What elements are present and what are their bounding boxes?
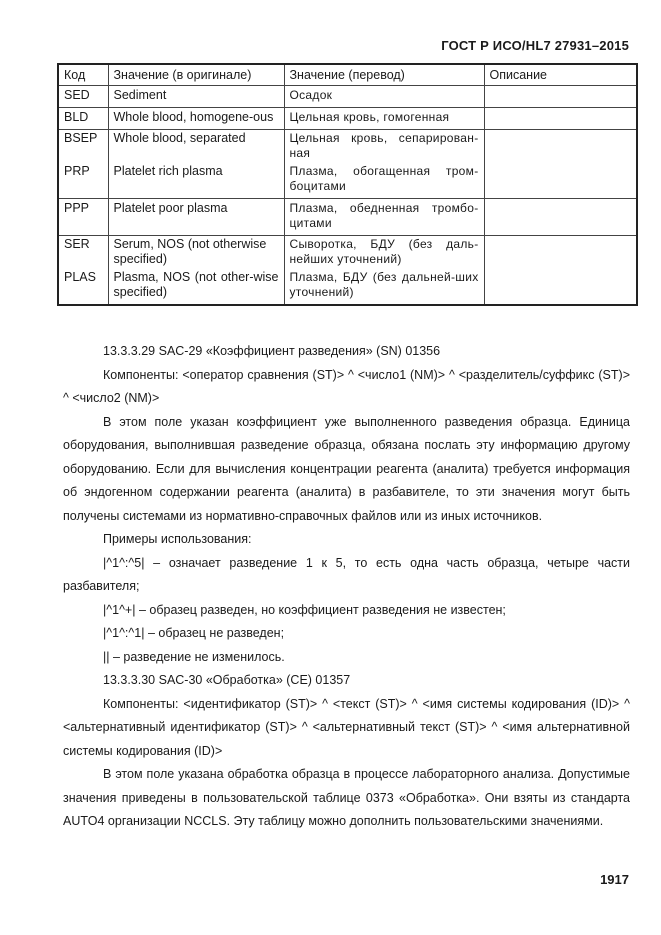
cell-description (484, 162, 637, 199)
section-heading-sac30: 13.3.3.30 SAC-30 «Обработка» (CE) 01357 (103, 673, 351, 687)
cell-original: Whole blood, homogene-ous (108, 108, 284, 130)
cell-description (484, 130, 637, 163)
example-item: || – разведение не изменилось. (103, 649, 285, 664)
body-text (63, 340, 630, 834)
cell-code: BLD (58, 108, 108, 130)
cell-original: Serum, NOS (not otherwise specified) (108, 236, 284, 269)
cell-code: BSEP (58, 130, 108, 163)
section-heading-sac29: 13.3.3.29 SAC-29 «Коэффициент разведения» (SN) 01356 (103, 344, 441, 358)
column-header-original: Значение (в оригинале) (108, 64, 284, 86)
column-header-code: Код (58, 64, 108, 86)
cell-description (484, 268, 637, 305)
example-item: |^1^+| – образец разведен, но коэффициент разведения не известен; (103, 602, 506, 617)
cell-code: PPP (58, 199, 108, 236)
cell-original: Sediment (108, 86, 284, 108)
table-row (58, 268, 637, 305)
cell-description (484, 86, 637, 108)
example-item: |^1^:^1| – образец не разведен; (103, 626, 285, 640)
cell-description (484, 199, 637, 236)
table-row (58, 130, 637, 163)
cell-translation: Осадок (284, 86, 484, 108)
components-paragraph-sac30: Компоненты: <идентификатор (ST)> ^ <текст (ST)> ^ <имя системы кодирования (ID)> ^ <альтернативный идентификатор (ST)> ^ <альтернативный текст (ST)> ^ <имя альтернативной системы кодирования (ID)> (63, 696, 630, 758)
cell-translation: Плазма, обедненная тромбо-цитами (284, 199, 484, 236)
components-paragraph-sac29: Компоненты: <оператор сравнения (ST)> ^ <число1 (NM)> ^ <разделитель/суффикс (ST)> ^ <число2 (NM)> (63, 367, 630, 405)
cell-code: PLAS (58, 268, 108, 305)
cell-translation: Плазма, обогащенная тром-боцитами (284, 162, 484, 199)
cell-original: Plasma, NOS (not other-wise specified) (108, 268, 284, 305)
cell-translation: Плазма, БДУ (без дальней-ших уточнений) (284, 268, 484, 305)
cell-code: PRP (58, 162, 108, 199)
cell-description (484, 236, 637, 269)
cell-original: Whole blood, separated (108, 130, 284, 163)
document-code-header: ГОСТ Р ИСО/HL7 27931–2015 (441, 38, 629, 53)
cell-code: SED (58, 86, 108, 108)
table-row (58, 162, 637, 199)
cell-translation: Сыворотка, БДУ (без даль-нейших уточнений) (284, 236, 484, 269)
cell-code: SER (58, 236, 108, 269)
description-paragraph-sac30: В этом поле указана обработка образца в процессе лабораторного анализа. Допустимые значения приведены в пользовательской таблице 0373 «Обработка». Они взяты из стандарта AUTO4 организации NCCLS. Эту таблицу можно дополнить пользовательскими значениями. (63, 767, 630, 828)
column-header-description: Описание (484, 64, 637, 86)
table-row (58, 236, 637, 269)
table-row (58, 199, 637, 236)
table-row (58, 108, 637, 130)
column-header-translation: Значение (перевод) (284, 64, 484, 86)
cell-original: Platelet rich plasma (108, 162, 284, 199)
table-row (58, 86, 637, 108)
cell-translation: Цельная кровь, гомогенная (284, 108, 484, 130)
page-number: 1917 (600, 872, 629, 887)
description-paragraph-sac29: В этом поле указан коэффициент уже выполненного разведения образца. Единица оборудования, выполнившая разведение образца, обязана послать эту информацию другому оборудованию. Если для вычисления концентрации реагента (аналита) требуется информация об эндогенном содержании реагента (аналита) в разбавителе, то эти значения могут быть получены системами из нормативно-справочных файлов или из иных источников. (63, 414, 630, 523)
cell-description (484, 108, 637, 130)
cell-translation: Цельная кровь, сепарирован-ная (284, 130, 484, 163)
example-item: |^1^:^5| – означает разведение 1 к 5, то есть одна часть образца, четыре части разбавителя; (63, 555, 630, 593)
examples-heading: Примеры использования: (103, 532, 252, 546)
cell-original: Platelet poor plasma (108, 199, 284, 236)
specimen-code-table (57, 63, 638, 306)
table-header-row (58, 64, 637, 86)
